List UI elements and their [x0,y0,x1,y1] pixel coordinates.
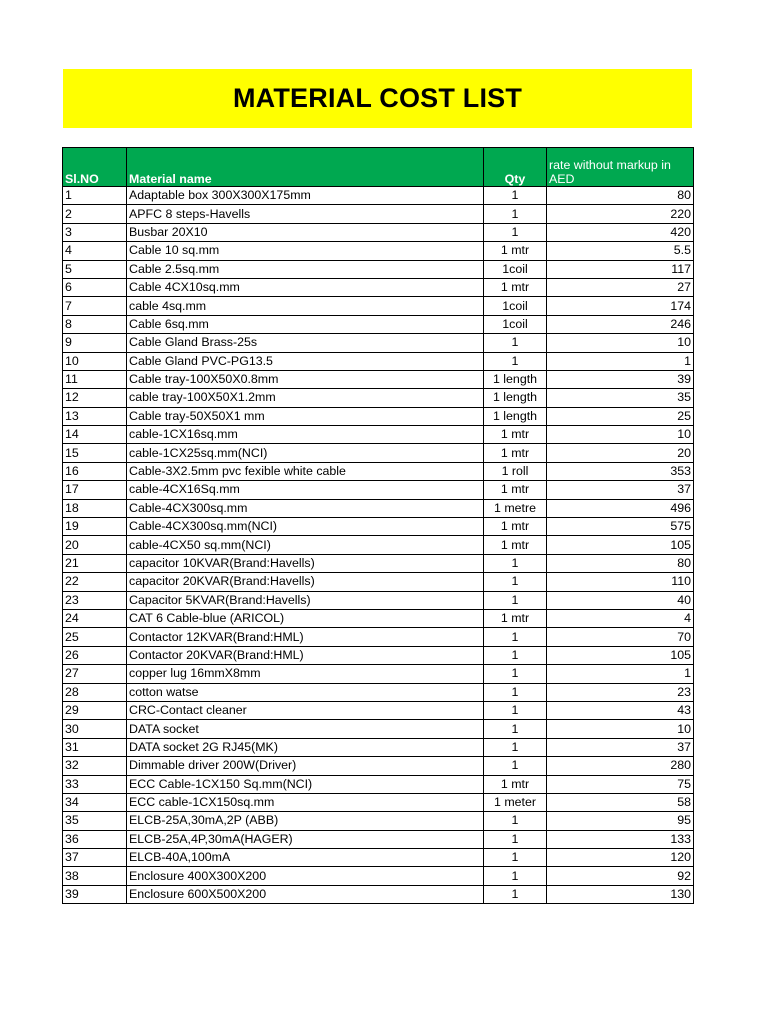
row-qty: 1 length [484,389,547,407]
row-sl-no: 1 [63,187,127,205]
table-row [63,812,694,830]
row-qty: 1 [484,223,547,241]
row-rate: 39 [547,370,694,388]
row-qty: 1 [484,701,547,719]
row-sl-no: 11 [63,370,127,388]
row-sl-no: 30 [63,720,127,738]
row-sl-no: 3 [63,223,127,241]
row-qty: 1 [484,757,547,775]
row-material-name: Enclosure 400X300X200 [127,867,484,885]
row-sl-no: 5 [63,260,127,278]
row-material-name: Cable tray-100X50X0.8mm [127,370,484,388]
row-material-name: Cable 6sq.mm [127,315,484,333]
row-material-name: cable-4CX16Sq.mm [127,481,484,499]
row-qty: 1 [484,573,547,591]
column-header-rate: rate without markup in AED [547,148,694,187]
row-qty: 1 mtr [484,609,547,627]
row-sl-no: 38 [63,867,127,885]
row-sl-no: 29 [63,701,127,719]
table-row [63,242,694,260]
row-material-name: Cable-4CX300sq.mm(NCI) [127,518,484,536]
row-sl-no: 31 [63,738,127,756]
row-sl-no: 20 [63,536,127,554]
row-rate: 95 [547,812,694,830]
table-row [63,720,694,738]
row-qty: 1 [484,812,547,830]
row-sl-no: 32 [63,757,127,775]
header-row [63,148,694,187]
table-row [63,426,694,444]
row-material-name: CRC-Contact cleaner [127,701,484,719]
table-row [63,867,694,885]
row-material-name: cable 4sq.mm [127,297,484,315]
row-material-name: Cable 4CX10sq.mm [127,278,484,296]
row-qty: 1 [484,205,547,223]
table-row [63,738,694,756]
row-qty: 1 length [484,370,547,388]
row-material-name: cable-4CX50 sq.mm(NCI) [127,536,484,554]
table-row [63,536,694,554]
table-row [63,628,694,646]
row-sl-no: 36 [63,830,127,848]
row-rate: 1 [547,665,694,683]
row-sl-no: 2 [63,205,127,223]
row-sl-no: 6 [63,278,127,296]
table-row [63,793,694,811]
row-qty: 1 [484,867,547,885]
row-rate: 27 [547,278,694,296]
row-sl-no: 7 [63,297,127,315]
table-row [63,223,694,241]
row-material-name: Cable-3X2.5mm pvc fexible white cable [127,462,484,480]
row-material-name: capacitor 10KVAR(Brand:Havells) [127,554,484,572]
row-qty: 1 [484,591,547,609]
row-rate: 35 [547,389,694,407]
row-rate: 133 [547,830,694,848]
row-material-name: Contactor 12KVAR(Brand:HML) [127,628,484,646]
row-rate: 353 [547,462,694,480]
row-rate: 117 [547,260,694,278]
row-material-name: cotton watse [127,683,484,701]
row-qty: 1 length [484,407,547,425]
row-qty: 1 mtr [484,444,547,462]
row-qty: 1 [484,187,547,205]
row-qty: 1 [484,554,547,572]
row-rate: 575 [547,518,694,536]
row-rate: 20 [547,444,694,462]
row-sl-no: 24 [63,609,127,627]
row-rate: 280 [547,757,694,775]
row-rate: 105 [547,646,694,664]
row-material-name: Enclosure 600X500X200 [127,885,484,903]
table-row [63,518,694,536]
row-material-name: DATA socket [127,720,484,738]
column-header-qty: Qty [484,148,547,187]
row-sl-no: 15 [63,444,127,462]
table-row [63,849,694,867]
row-rate: 23 [547,683,694,701]
row-sl-no: 27 [63,665,127,683]
row-rate: 37 [547,481,694,499]
row-qty: 1 mtr [484,518,547,536]
row-qty: 1coil [484,297,547,315]
row-qty: 1 mtr [484,426,547,444]
row-rate: 220 [547,205,694,223]
row-rate: 40 [547,591,694,609]
row-qty: 1 [484,352,547,370]
table-row [63,444,694,462]
row-qty: 1 mtr [484,481,547,499]
row-sl-no: 25 [63,628,127,646]
table-row [63,407,694,425]
table-row [63,481,694,499]
row-qty: 1 [484,830,547,848]
row-material-name: cable-1CX16sq.mm [127,426,484,444]
table-row [63,389,694,407]
row-sl-no: 12 [63,389,127,407]
row-material-name: Cable tray-50X50X1 mm [127,407,484,425]
row-rate: 120 [547,849,694,867]
row-sl-no: 18 [63,499,127,517]
row-material-name: Cable 2.5sq.mm [127,260,484,278]
table-row [63,646,694,664]
row-rate: 25 [547,407,694,425]
row-qty: 1 mtr [484,536,547,554]
table-row [63,609,694,627]
table-row [63,187,694,205]
column-header-sl-no: Sl.NO [63,148,127,187]
row-sl-no: 34 [63,793,127,811]
row-sl-no: 21 [63,554,127,572]
column-header-material-name: Material name [127,148,484,187]
row-sl-no: 17 [63,481,127,499]
row-rate: 174 [547,297,694,315]
table-row [63,462,694,480]
row-sl-no: 22 [63,573,127,591]
row-material-name: Busbar 20X10 [127,223,484,241]
row-rate: 246 [547,315,694,333]
row-qty: 1 mtr [484,278,547,296]
row-sl-no: 23 [63,591,127,609]
table-row [63,205,694,223]
table-row [63,885,694,903]
table-row [63,370,694,388]
row-qty: 1 [484,885,547,903]
row-rate: 105 [547,536,694,554]
row-sl-no: 4 [63,242,127,260]
row-sl-no: 39 [63,885,127,903]
row-material-name: ELCB-25A,30mA,2P (ABB) [127,812,484,830]
row-sl-no: 9 [63,334,127,352]
row-sl-no: 26 [63,646,127,664]
row-material-name: cable tray-100X50X1.2mm [127,389,484,407]
row-rate: 80 [547,554,694,572]
row-sl-no: 10 [63,352,127,370]
page-title: MATERIAL COST LIST [232,83,523,113]
row-rate: 10 [547,334,694,352]
row-qty: 1 mtr [484,242,547,260]
row-rate: 92 [547,867,694,885]
table-row [63,315,694,333]
row-sl-no: 33 [63,775,127,793]
row-rate: 75 [547,775,694,793]
row-material-name: cable-1CX25sq.mm(NCI) [127,444,484,462]
row-sl-no: 37 [63,849,127,867]
row-rate: 4 [547,609,694,627]
row-rate: 43 [547,701,694,719]
table-body [63,187,694,904]
table-row [63,297,694,315]
title-banner [63,69,692,128]
row-rate: 420 [547,223,694,241]
row-material-name: ECC Cable-1CX150 Sq.mm(NCI) [127,775,484,793]
row-qty: 1 [484,646,547,664]
row-qty: 1 roll [484,462,547,480]
table-header [63,148,694,187]
table-row [63,554,694,572]
row-sl-no: 13 [63,407,127,425]
row-rate: 110 [547,573,694,591]
row-material-name: APFC 8 steps-Havells [127,205,484,223]
row-material-name: ECC cable-1CX150sq.mm [127,793,484,811]
row-material-name: capacitor 20KVAR(Brand:Havells) [127,573,484,591]
table-row [63,499,694,517]
row-material-name: Contactor 20KVAR(Brand:HML) [127,646,484,664]
table-row [63,334,694,352]
row-qty: 1 [484,738,547,756]
row-material-name: CAT 6 Cable-blue (ARICOL) [127,609,484,627]
table-row [63,665,694,683]
row-qty: 1 meter [484,793,547,811]
row-material-name: DATA socket 2G RJ45(MK) [127,738,484,756]
row-rate: 80 [547,187,694,205]
row-material-name: ELCB-25A,4P,30mA(HAGER) [127,830,484,848]
row-qty: 1 metre [484,499,547,517]
row-qty: 1 [484,683,547,701]
table-row [63,278,694,296]
row-qty: 1 [484,628,547,646]
row-rate: 10 [547,426,694,444]
material-cost-table [62,147,694,904]
row-qty: 1 mtr [484,775,547,793]
table-row [63,701,694,719]
table-row [63,757,694,775]
row-sl-no: 8 [63,315,127,333]
row-qty: 1 [484,720,547,738]
row-sl-no: 16 [63,462,127,480]
table-row [63,591,694,609]
row-material-name: ELCB-40A,100mA [127,849,484,867]
row-sl-no: 28 [63,683,127,701]
row-material-name: Cable 10 sq.mm [127,242,484,260]
row-qty: 1coil [484,315,547,333]
table-row [63,352,694,370]
row-qty: 1 [484,665,547,683]
table-row [63,775,694,793]
table-row [63,683,694,701]
table-row [63,573,694,591]
row-qty: 1 [484,849,547,867]
row-rate: 58 [547,793,694,811]
table-row [63,830,694,848]
row-material-name: Cable Gland PVC-PG13.5 [127,352,484,370]
row-material-name: Dimmable driver 200W(Driver) [127,757,484,775]
row-material-name: Cable Gland Brass-25s [127,334,484,352]
row-rate: 5.5 [547,242,694,260]
row-rate: 37 [547,738,694,756]
row-material-name: Adaptable box 300X300X175mm [127,187,484,205]
row-rate: 496 [547,499,694,517]
row-sl-no: 19 [63,518,127,536]
row-qty: 1 [484,334,547,352]
row-sl-no: 35 [63,812,127,830]
row-rate: 70 [547,628,694,646]
row-material-name: Capacitor 5KVAR(Brand:Havells) [127,591,484,609]
row-rate: 130 [547,885,694,903]
row-rate: 10 [547,720,694,738]
row-sl-no: 14 [63,426,127,444]
row-rate: 1 [547,352,694,370]
row-material-name: copper lug 16mmX8mm [127,665,484,683]
row-material-name: Cable-4CX300sq.mm [127,499,484,517]
table-row [63,260,694,278]
row-qty: 1coil [484,260,547,278]
